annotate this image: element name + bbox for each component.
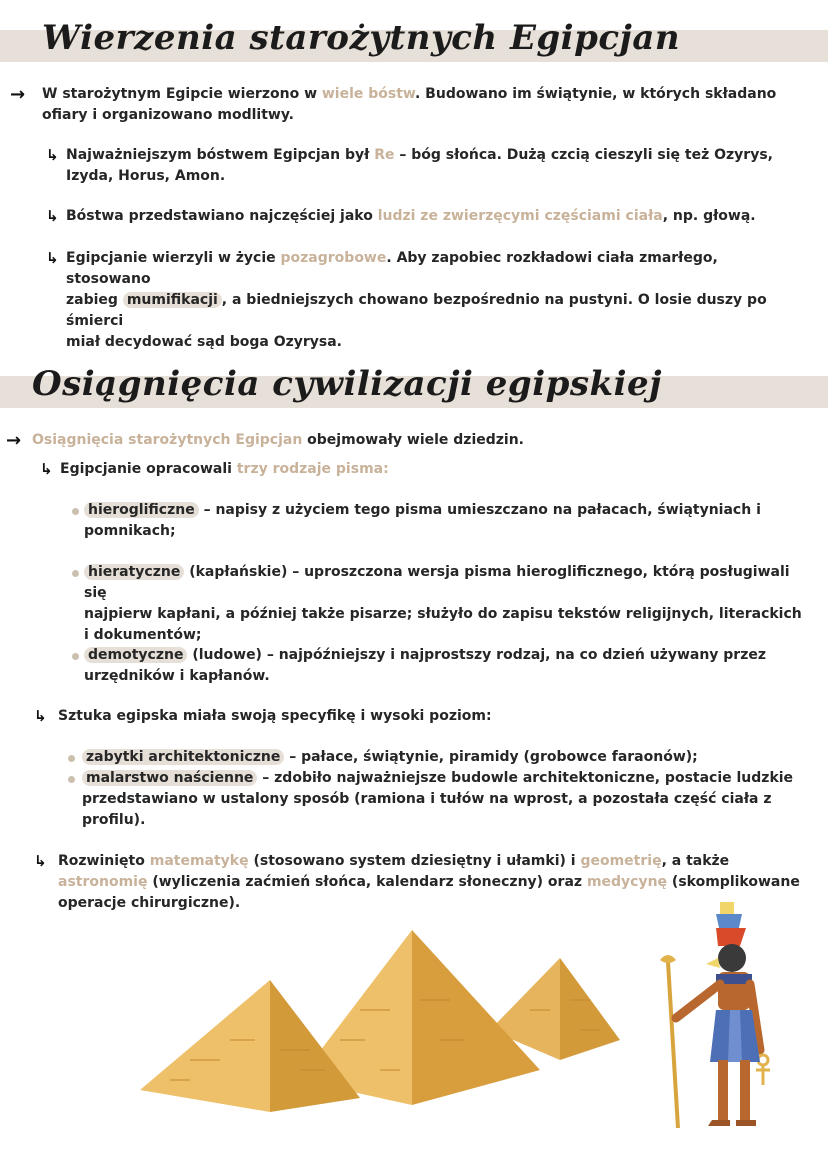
section1-intro: W starożytnym Egipcie wierzono w wiele bóstw. Budowano im świątynie, w których składano ofiary i organizowano modlitwy. (42, 86, 777, 123)
sub-arrow-icon: ↳ (46, 249, 59, 267)
bullet-icon (72, 570, 79, 577)
script-item-hieroglyphic: hieroglificzne – napisy z użyciem tego pisma umieszczano na pałacach, świątyniach i pomnikach; (84, 502, 761, 539)
bullet-icon (68, 755, 75, 762)
section1-title: Wierzenia starożytnych Egipcjan (42, 18, 681, 58)
bullet-icon (68, 776, 75, 783)
arrow-right-icon: → (6, 430, 22, 451)
horus-figure-illustration (650, 900, 780, 1135)
art-lead: Sztuka egipska miała swoją specyfikę i wysoki poziom: (58, 708, 492, 724)
sub-arrow-icon: ↳ (34, 852, 47, 870)
sub-arrow-icon: ↳ (46, 146, 59, 164)
sub-arrow-icon: ↳ (46, 207, 59, 225)
writing-lead: Egipcjanie opracowali trzy rodzaje pisma: (60, 461, 389, 477)
script-item-hieratic: hieratyczne (kapłańskie) – uproszczona wersja pisma hieroglificznego, którą posługiwali się najpierw kapłani, a później także pisarze; służyło do zapisu tekstów religijnych, literackich i dokumentów; (84, 564, 802, 643)
bullet-icon (72, 508, 79, 515)
section1-item-afterlife: Egipcjanie wierzyli w życie pozagrobowe. Aby zapobiec rozkładowi ciała zmarłego, stosowano zabieg mumifikacji , a biedniejszych chowano bezpośrednio na pustyni. O losie duszy po śmierci miał decydować sąd boga Ozyrysa. (66, 250, 767, 350)
art-item-architecture: zabytki architektoniczne – pałace, świątynie, piramidy (grobowce faraonów); (82, 747, 807, 768)
sub-arrow-icon: ↳ (34, 707, 47, 725)
pyramids-illustration (130, 920, 630, 1120)
art-item-painting: malarstwo naścienne – zdobiło najważniejsze budowle architektoniczne, postacie ludzkie przedstawiano w ustalony sposób (ramiona i tułów na wprost, a pozostała część ciała z profilu). (82, 770, 794, 828)
arrow-right-icon: → (10, 84, 26, 105)
section1-item-deities: Najważniejszym bóstwem Egipcjan był Re – bóg słońca. Dużą czcią cieszyli się też Ozyrys, Izyda, Horus, Amon. (66, 147, 773, 184)
section1-item-depiction: Bóstwa przedstawiano najczęściej jako ludzi ze zwierzęcymi częściami ciała, np. głową. (66, 208, 756, 224)
section2-title: Osiągnięcia cywilizacji egipskiej (32, 364, 662, 404)
sub-arrow-icon: ↳ (40, 460, 53, 478)
section2-intro: Osiągnięcia starożytnych Egipcjan obejmowały wiele dziedzin. (32, 432, 524, 448)
bullet-icon (72, 653, 79, 660)
script-item-demotic: demotyczne (ludowe) – najpóźniejszy i najprostszy rodzaj, na co dzień używany przez urzędników i kapłanów. (84, 647, 767, 684)
science-paragraph: Rozwinięto matematykę (stosowano system dziesiętny i ułamki) i geometrię, a także astronomię (wyliczenia zaćmień słońca, kalendarz słoneczny) oraz medycynę (skomplikowane operacje chirurgiczne). (58, 853, 800, 911)
